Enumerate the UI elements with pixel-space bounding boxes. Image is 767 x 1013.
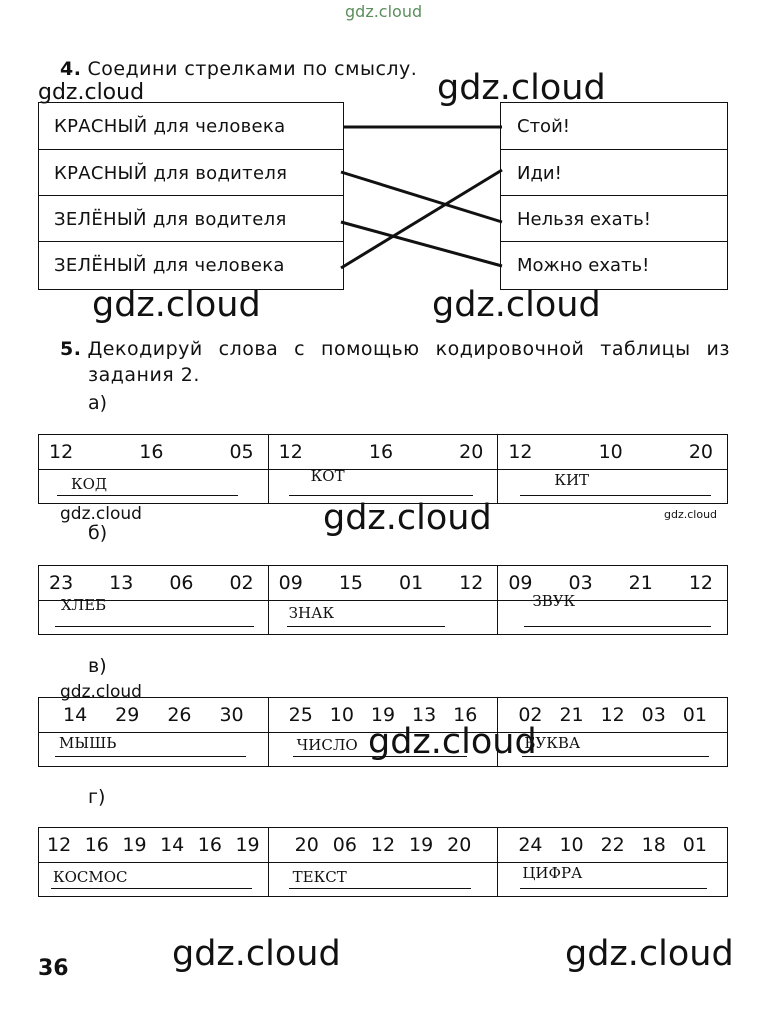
decoded-word: ЧИСЛО: [296, 736, 358, 754]
code-number: 21: [559, 704, 584, 726]
code-number: 14: [160, 834, 185, 856]
group-label: б): [88, 522, 108, 544]
code-number: 12: [459, 572, 484, 594]
code-number: 01: [682, 834, 707, 856]
match-right-item: Стой!: [517, 115, 570, 137]
code-number: 12: [278, 441, 303, 463]
group-label: в): [88, 655, 107, 677]
code-number: 25: [288, 704, 313, 726]
code-number: 02: [229, 572, 254, 594]
code-number: 16: [84, 834, 109, 856]
group-label: г): [88, 786, 106, 808]
code-number: 12: [370, 834, 396, 856]
code-table-a: [38, 434, 728, 504]
code-cell: [497, 435, 727, 503]
decoded-word: КИТ: [554, 471, 590, 489]
decoded-word: ЗВУК: [532, 592, 576, 610]
connection-line: [341, 172, 502, 222]
code-cell: [39, 435, 268, 503]
page-number: 36: [38, 956, 69, 981]
code-number: 03: [641, 704, 666, 726]
watermark: gdz.cloud: [323, 498, 492, 538]
code-cell: [497, 566, 727, 634]
code-cell: [268, 566, 498, 634]
code-number: 29: [115, 704, 140, 726]
code-number: 12: [600, 704, 625, 726]
code-cell: [268, 828, 498, 896]
decoded-word: КОД: [71, 475, 108, 493]
task4-number: 4.: [60, 58, 82, 80]
code-number: 18: [641, 834, 666, 856]
decoded-word: ТЕКСТ: [292, 868, 347, 886]
code-table-b: [38, 565, 728, 635]
code-number: 14: [63, 704, 88, 726]
code-number: 13: [412, 704, 437, 726]
code-number: 09: [508, 572, 533, 594]
watermark: gdz.cloud: [368, 722, 537, 762]
decoded-word: МЫШЬ: [59, 734, 117, 752]
task4-text: Соедини стрелками по смыслу.: [87, 58, 418, 80]
code-number: 06: [332, 834, 357, 856]
code-number: 03: [568, 572, 593, 594]
group-label: а): [88, 392, 108, 414]
code-cell: [39, 566, 268, 634]
match-right-item: Иди!: [501, 149, 727, 196]
code-number: 16: [197, 834, 222, 856]
code-number: 01: [398, 572, 424, 594]
task5-title-line2: задания 2.: [88, 364, 200, 386]
code-number: 20: [688, 441, 713, 463]
watermark-top: gdz.cloud: [345, 2, 423, 21]
code-number: 20: [294, 834, 319, 856]
code-number: 16: [139, 441, 164, 463]
code-number: 23: [49, 572, 74, 594]
code-number: 16: [368, 441, 394, 463]
code-number: 26: [167, 704, 192, 726]
connection-line: [341, 170, 502, 268]
code-number: 19: [122, 834, 147, 856]
code-table-d: [38, 827, 728, 897]
watermark: gdz.cloud: [38, 80, 145, 105]
watermark: gdz.cloud: [172, 934, 341, 974]
match-right-item: Можно ехать!: [501, 241, 727, 288]
watermark: gdz.cloud: [437, 68, 606, 108]
decoded-word: ЗНАК: [288, 604, 335, 622]
code-number: 15: [338, 572, 364, 594]
code-number: 01: [682, 704, 707, 726]
code-number: 02: [518, 704, 543, 726]
watermark: gdz.cloud: [92, 285, 261, 325]
code-number: 12: [49, 441, 74, 463]
watermark: gdz.cloud: [664, 508, 718, 521]
connection-line: [341, 222, 502, 266]
code-cell: [39, 698, 268, 766]
code-number: 09: [278, 572, 303, 594]
code-number: 12: [508, 441, 533, 463]
code-number: 16: [453, 704, 478, 726]
code-number: 05: [229, 441, 254, 463]
watermark: gdz.cloud: [565, 934, 734, 974]
watermark: gdz.cloud: [60, 682, 142, 702]
code-number: 19: [409, 834, 434, 856]
code-number: 12: [47, 834, 72, 856]
watermark: gdz.cloud: [432, 285, 601, 325]
code-number: 06: [169, 572, 194, 594]
code-number: 19: [235, 834, 260, 856]
watermark: gdz.cloud: [60, 504, 142, 524]
task5-title-line1: [60, 338, 730, 360]
code-cell: [39, 828, 268, 896]
decoded-word: КОСМОС: [53, 868, 128, 886]
code-number: 20: [447, 834, 472, 856]
code-number: 20: [459, 441, 484, 463]
code-cell: [268, 435, 498, 503]
code-cell: [497, 828, 727, 896]
decoded-word: БУКВА: [524, 734, 581, 752]
task5-text: Декодируй слова с помощью кодировочной таблицы из: [87, 338, 730, 360]
code-number: 24: [518, 834, 543, 856]
code-number: 19: [370, 704, 396, 726]
code-number: 30: [219, 704, 244, 726]
code-number: 10: [598, 441, 623, 463]
code-number: 10: [329, 704, 354, 726]
code-number: 22: [600, 834, 625, 856]
decoded-word: ЦИФРА: [522, 864, 583, 882]
match-left-item: ЗЕЛЁНЫЙ для человека: [39, 241, 343, 288]
match-left-item: КРАСНЫЙ для водителя: [39, 149, 343, 196]
code-number: 13: [109, 572, 134, 594]
match-left-item: КРАСНЫЙ для человека: [54, 115, 286, 137]
code-number: 10: [559, 834, 584, 856]
match-right-item: Нельзя ехать!: [501, 195, 727, 242]
match-left-item: ЗЕЛЁНЫЙ для водителя: [39, 195, 343, 242]
task5-number: 5.: [60, 338, 82, 360]
decoded-word: КОТ: [310, 467, 345, 485]
code-number: 21: [628, 572, 653, 594]
code-number: 12: [688, 572, 713, 594]
decoded-word: ХЛЕБ: [61, 596, 107, 614]
